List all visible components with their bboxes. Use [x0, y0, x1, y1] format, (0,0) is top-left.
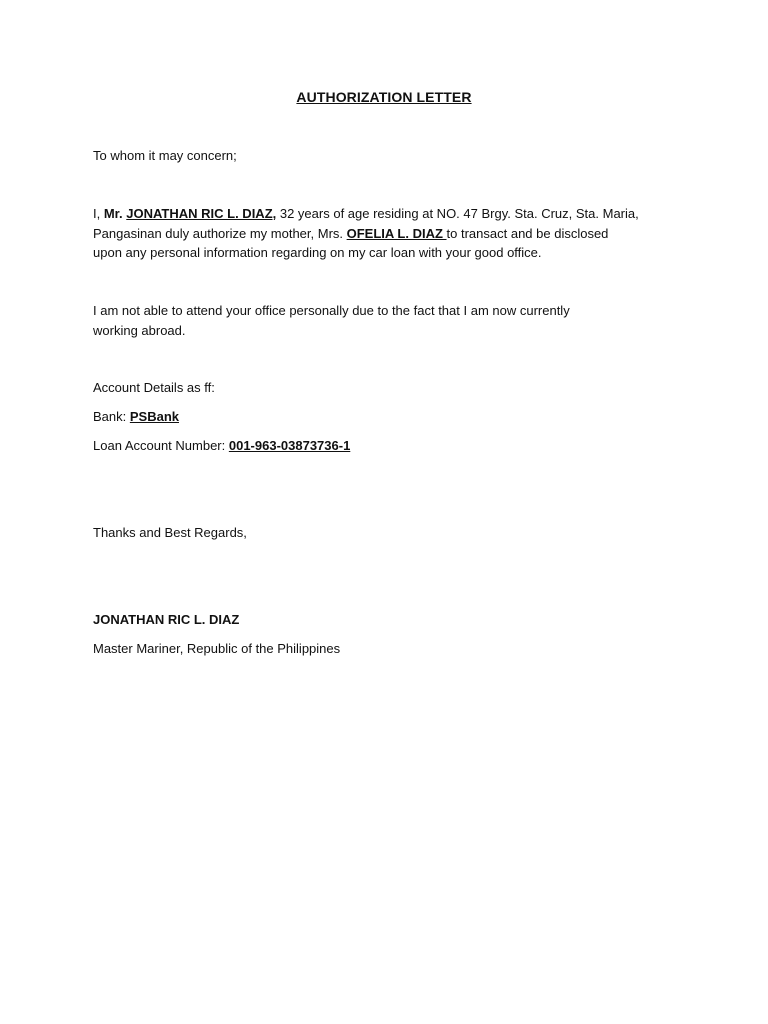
paragraph-1-line-1: [93, 204, 683, 224]
paragraph-1-line-2: [93, 224, 683, 244]
text-segment: 32 years of age residing at NO. 47 Brgy. Sta. Cruz, Sta. Maria,: [276, 206, 639, 221]
closing: Thanks and Best Regards,: [93, 525, 247, 540]
signature-name: JONATHAN RIC L. DIAZ: [93, 612, 240, 627]
loan-account-line: [93, 436, 683, 456]
text-segment: I,: [93, 206, 104, 221]
loan-account-label: Loan Account Number:: [93, 438, 229, 453]
authorized-person-name: OFELIA L. DIAZ: [346, 225, 447, 241]
bank-line: [93, 407, 683, 427]
salutation: To whom it may concern;: [93, 148, 237, 163]
honorific: Mr.: [103, 206, 123, 221]
paragraph-2-line-1: I am not able to attend your office personally due to the fact that I am now currently: [93, 303, 570, 318]
letter-title: AUTHORIZATION LETTER: [296, 89, 472, 105]
bank-label: Bank:: [93, 409, 130, 424]
bank-value: PSBank: [129, 409, 179, 424]
text-segment: to transact and be disclosed: [446, 225, 609, 241]
paragraph-1-line-3: upon any personal information regarding on my car loan with your good office.: [93, 245, 542, 260]
authorizer-name: JONATHAN RIC L. DIAZ,: [126, 206, 277, 221]
paragraph-2-line-2: working abroad.: [93, 322, 186, 338]
signature-position: Master Mariner, Republic of the Philippines: [93, 641, 341, 656]
loan-account-number: 001-963-03873736-1: [228, 438, 351, 453]
account-details-heading: Account Details as ff:: [93, 380, 215, 395]
text-segment: Pangasinan duly authorize my mother, Mrs.: [93, 225, 347, 241]
